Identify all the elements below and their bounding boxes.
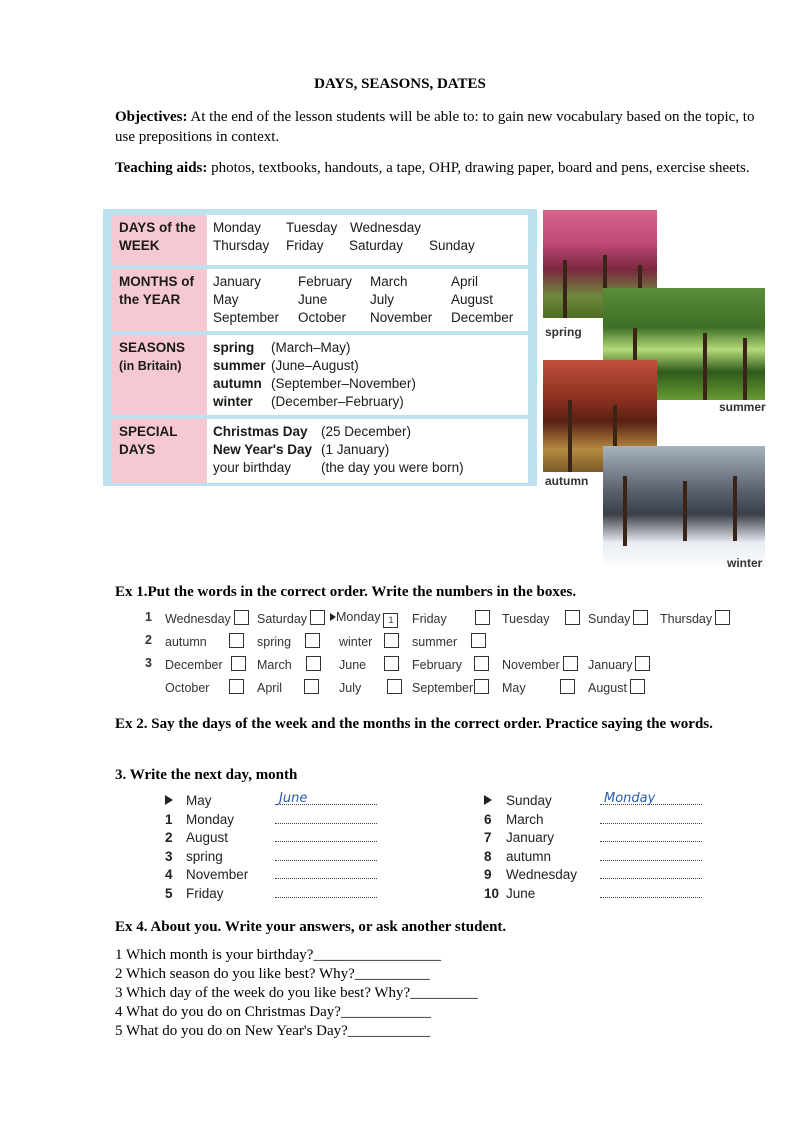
ex1-word: January	[588, 658, 633, 672]
winter-photo	[603, 446, 765, 570]
day-item: Monday	[213, 220, 262, 235]
summer-label: summer	[719, 400, 766, 414]
teaching-aids-text: photos, textbooks, handouts, a tape, OHP, drawing paper, board and pens, exercise sheets.	[207, 160, 750, 176]
ex1-row-number: 3	[145, 656, 152, 670]
ex3-heading: 3. Write the next day, month	[115, 767, 298, 783]
ex3-example-answer: June	[279, 791, 308, 806]
ex3-example-row	[484, 793, 734, 812]
ex1-row	[140, 656, 740, 679]
season-range: (December–February)	[271, 394, 404, 409]
ex3-number: 5	[165, 885, 173, 901]
special-header-line2: DAYS	[119, 442, 156, 457]
ex3-row	[165, 849, 415, 868]
ex3-word: Monday	[186, 811, 235, 827]
ex1-word: Sunday	[588, 612, 631, 626]
answer-box[interactable]	[306, 656, 321, 671]
special-day-date: (the day you were born)	[321, 460, 464, 475]
ex3-number: 6	[484, 811, 492, 827]
answer-box[interactable]	[384, 633, 399, 648]
play-arrow-icon	[165, 795, 173, 805]
ex3-example-answer: Monday	[604, 791, 656, 806]
season-range: (March–May)	[271, 340, 351, 355]
question-item: 4 What do you do on Christmas Day?____________	[115, 1004, 431, 1020]
seasons-row	[112, 335, 528, 415]
ex3-number: 3	[165, 848, 173, 864]
answer-box[interactable]	[635, 656, 650, 671]
teaching-aids-label: Teaching aids:	[115, 160, 208, 176]
month-item: May	[213, 292, 239, 307]
seasons-header	[112, 335, 207, 415]
ex3-number: 8	[484, 848, 492, 864]
answer-line[interactable]	[275, 897, 377, 898]
ex1-word: June	[339, 658, 367, 672]
question-item: 5 What do you do on New Year's Day?___________	[115, 1023, 431, 1039]
days-list	[207, 215, 528, 265]
month-item: December	[451, 310, 514, 325]
special-days-header	[112, 419, 207, 483]
month-item: February	[298, 274, 353, 289]
months-header	[112, 269, 207, 331]
ex3-right-column	[484, 793, 734, 904]
days-row	[112, 215, 528, 265]
ex3-word: Sunday	[506, 793, 552, 808]
ex1-word: summer	[412, 635, 458, 649]
answer-box[interactable]	[565, 610, 580, 625]
answer-box[interactable]	[229, 633, 244, 648]
answer-box[interactable]	[471, 633, 486, 648]
answer-box[interactable]	[234, 610, 249, 625]
ex1-word: December	[165, 658, 223, 672]
ex1-row	[140, 679, 740, 702]
ex1-word: September	[412, 681, 474, 695]
ex3-row	[484, 867, 734, 886]
ex1-word: April	[257, 681, 283, 695]
seasons-header-line1: SEASONS	[119, 340, 186, 355]
ex3-word: autumn	[506, 848, 552, 864]
answer-box[interactable]	[563, 656, 578, 671]
ex3-number: 10	[484, 885, 500, 901]
ex1-row	[140, 610, 740, 633]
ex1-word: winter	[339, 635, 373, 649]
months-row	[112, 269, 528, 331]
seasons-photo-collage	[543, 210, 765, 570]
answer-line[interactable]	[275, 860, 377, 861]
answer-line[interactable]	[600, 823, 702, 824]
play-arrow-icon	[484, 795, 492, 805]
objectives-label: Objectives:	[115, 109, 188, 125]
month-item: October	[298, 310, 347, 325]
day-item: Wednesday	[350, 220, 422, 235]
ex3-word: November	[186, 867, 249, 882]
ex2-heading: Ex 2. Say the days of the week and the months in the correct order. Practice saying the words.	[115, 716, 713, 732]
ex1-word-boxes	[140, 610, 740, 702]
answer-box-filled[interactable]: 1	[383, 613, 398, 628]
special-days-list	[207, 419, 528, 483]
seasons-header-line2: (in Britain)	[119, 359, 182, 373]
special-day-name: Christmas Day	[213, 424, 308, 439]
answer-line[interactable]	[600, 897, 702, 898]
ex1-word: spring	[257, 635, 292, 649]
ex1-word: Saturday	[257, 612, 308, 626]
ex4-questions	[115, 946, 478, 1041]
answer-line[interactable]	[275, 823, 377, 824]
ex3-word: June	[506, 885, 536, 901]
month-item: November	[370, 310, 433, 325]
answer-box[interactable]	[384, 656, 399, 671]
answer-line[interactable]	[600, 860, 702, 861]
page-title: DAYS, SEASONS, DATES	[314, 76, 486, 92]
answer-box[interactable]	[387, 679, 402, 694]
objectives-paragraph	[115, 107, 755, 147]
ex3-row	[165, 830, 415, 849]
ex3-row	[484, 812, 734, 831]
ex1-word: Thursday	[660, 612, 713, 626]
month-item: January	[213, 274, 262, 289]
teaching-aids-paragraph	[115, 158, 755, 178]
ex3-word: Wednesday	[506, 867, 578, 882]
answer-box[interactable]	[304, 679, 319, 694]
ex1-word: autumn	[165, 635, 207, 649]
answer-box[interactable]	[630, 679, 645, 694]
question-item: 2 Which season do you like best? Why?__________	[115, 966, 430, 982]
winter-label: winter	[727, 556, 763, 570]
ex3-row	[165, 812, 415, 831]
ex3-row	[165, 867, 415, 886]
spring-label: spring	[545, 325, 582, 339]
ex3-word: Friday	[186, 885, 224, 901]
answer-line[interactable]	[275, 841, 377, 842]
ex1-word: February	[412, 658, 463, 672]
ex3-row	[484, 849, 734, 868]
answer-box[interactable]	[633, 610, 648, 625]
ex1-word: March	[257, 658, 292, 672]
ex1-word: November	[502, 658, 560, 672]
days-header-line2: WEEK	[119, 238, 160, 253]
days-header-line1: DAYS of the	[119, 220, 196, 235]
month-item: September	[213, 310, 280, 325]
answer-box[interactable]	[231, 656, 246, 671]
ex3-word: spring	[186, 848, 223, 864]
ex1-word: July	[339, 681, 362, 695]
answer-box[interactable]	[474, 656, 489, 671]
ex1-heading: Ex 1.Put the words in the correct order. Write the numbers in the boxes.	[115, 584, 577, 600]
days-header	[112, 215, 207, 265]
ex3-word: May	[186, 793, 212, 808]
ex1-word: Monday	[336, 610, 381, 624]
season-name: winter	[213, 394, 253, 409]
answer-line[interactable]	[275, 878, 377, 879]
ex3-row	[484, 886, 734, 905]
autumn-label: autumn	[545, 474, 589, 488]
objectives-text: At the end of the lesson students will be able to: to gain new vocabulary based on the topic, to use prepositions in context.	[115, 109, 755, 145]
season-range: (September–November)	[271, 376, 416, 391]
month-item: July	[370, 292, 395, 307]
ex1-row-number: 1	[145, 610, 152, 624]
day-item: Saturday	[349, 238, 404, 253]
question-item: 3 Which day of the week do you like best? Why?_________	[115, 985, 478, 1001]
ex1-row-number: 2	[145, 633, 152, 647]
ex3-row	[165, 886, 415, 905]
ex4-heading: Ex 4. About you. Write your answers, or ask another student.	[115, 919, 507, 935]
answer-line[interactable]	[600, 878, 702, 879]
day-item: Sunday	[429, 238, 475, 253]
special-day-name: New Year's Day	[213, 442, 313, 457]
season-name: autumn	[213, 376, 262, 391]
ex1-word: August	[588, 681, 627, 695]
answer-box[interactable]	[305, 633, 320, 648]
answer-box[interactable]	[560, 679, 575, 694]
special-days-row	[112, 419, 528, 483]
seasons-list	[207, 335, 528, 415]
special-day-date: (1 January)	[321, 442, 390, 457]
month-item: August	[451, 292, 494, 307]
ex3-word: August	[186, 830, 229, 845]
answer-box[interactable]	[715, 610, 730, 625]
day-item: Friday	[286, 238, 324, 253]
ex1-word: Wednesday	[165, 612, 231, 626]
day-item: Tuesday	[286, 220, 338, 235]
ex3-number: 4	[165, 867, 173, 882]
ex3-example-row	[165, 793, 415, 812]
ex1-word: October	[165, 681, 210, 695]
answer-box[interactable]	[229, 679, 244, 694]
answer-box[interactable]	[475, 610, 490, 625]
ex1-word: Friday	[412, 612, 447, 626]
ex3-number: 1	[165, 811, 173, 827]
ex3-left-column	[165, 793, 415, 904]
day-item: Thursday	[213, 238, 270, 253]
ex1-row	[140, 633, 740, 656]
season-name: summer	[213, 358, 266, 373]
ex3-number: 7	[484, 830, 492, 845]
special-day-date: (25 December)	[321, 424, 412, 439]
answer-box[interactable]	[474, 679, 489, 694]
months-header-line1: MONTHS of	[119, 274, 194, 289]
season-name: spring	[213, 340, 255, 355]
vocabulary-table	[103, 209, 537, 486]
ex3-row	[484, 830, 734, 849]
answer-box[interactable]	[310, 610, 325, 625]
months-list	[207, 269, 528, 331]
ex3-word: March	[506, 811, 544, 827]
season-range: (June–August)	[271, 358, 359, 373]
special-day-name: your birthday	[213, 460, 292, 475]
month-item: June	[298, 292, 328, 307]
ex3-number: 9	[484, 867, 492, 882]
month-item: March	[370, 274, 408, 289]
special-header-line1: SPECIAL	[119, 424, 178, 439]
ex3-word: January	[506, 830, 555, 845]
month-item: April	[451, 274, 479, 289]
ex1-word: May	[502, 681, 526, 695]
answer-line[interactable]	[600, 841, 702, 842]
ex1-word: Tuesday	[502, 612, 550, 626]
ex3-number: 2	[165, 830, 173, 845]
question-item: 1 Which month is your birthday?_________________	[115, 947, 441, 963]
months-header-line2: the YEAR	[119, 292, 181, 307]
